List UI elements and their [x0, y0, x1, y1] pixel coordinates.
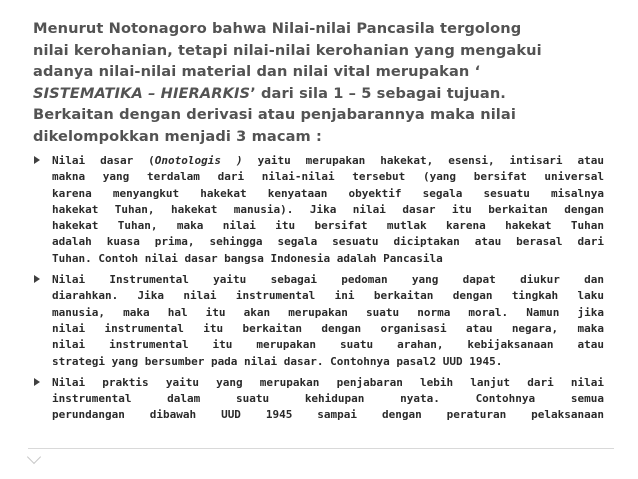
bullet-line: manusia, maka hal itu akan merupakan suatu norma moral. Namun jika	[52, 305, 604, 319]
bullet-italic-term: Onotologis )	[154, 154, 243, 167]
bullet-line: instrumental dalam suatu kehidupan nyata. Contohnya semua	[52, 392, 604, 406]
bullet-line-part: yaitu merupakan hakekat, esensi, intisari atau	[242, 154, 604, 167]
heading-line	[33, 83, 618, 105]
bullet-line: Nilai praktis yaitu yang merupakan penjabaran lebih lanjut dari nilai	[52, 375, 604, 389]
heading-line: Berkaitan dengan derivasi atau penjabarannya maka nilai	[33, 106, 516, 124]
bullet-list	[34, 153, 604, 426]
heading-line: adanya nilai-nilai material dan nilai vital merupakan ‘	[33, 63, 481, 81]
bullet-line: adalah kuasa prima, sehingga segala sesuatu diciptakan atau berasal dari	[52, 235, 604, 249]
bullet-item-nilai-instrumental	[34, 272, 604, 370]
bullet-line: makna yang terdalam dari nilai-nilai tersebut (yang bersifat universal	[52, 170, 604, 184]
bullet-line: nilai instrumental itu berkaitan dengan organisasi atau negara, maka	[52, 321, 604, 335]
bullet-text	[52, 272, 604, 370]
bullet-line: hakekat Tuhan, hakekat manusia). Jika nilai dasar itu berkaitan dengan	[52, 202, 604, 216]
heading-line: dikelompokkan menjadi 3 macam :	[33, 127, 322, 145]
heading-italic-term: SISTEMATIKA – HIERARKIS	[33, 84, 251, 102]
bullet-line-part: Nilai dasar (	[52, 154, 155, 167]
bullet-item-nilai-praktis	[34, 375, 604, 422]
bullet-line: strategi yang bersumber pada nilai dasar. Contohnya pasal2 UUD 1945.	[52, 354, 503, 368]
corner-chevron-icon	[27, 450, 41, 464]
heading-line: Menurut Notonagoro bahwa Nilai-nilai Pancasila tergolong	[33, 20, 522, 37]
heading-line-rest: ’ dari sila 1 – 5 sebagai tujuan.	[250, 84, 506, 102]
bullet-line: Nilai Instrumental yaitu sebagai pedoman yang dapat diukur dan	[52, 273, 604, 287]
bullet-text	[52, 375, 604, 422]
bullet-line: nilai instrumental itu merupakan suatu arahan, kebijaksanaan atau	[52, 338, 604, 352]
bullet-text	[52, 153, 604, 267]
bullet-line: perundangan dibawah UUD 1945 sampai dengan peraturan pelaksanaan	[52, 408, 604, 422]
bullet-arrow-icon	[34, 275, 40, 283]
heading-line: nilai kerohanian, tetapi nilai-nilai kerohanian yang mengakui	[33, 41, 542, 59]
bullet-arrow-icon	[34, 378, 40, 386]
bullet-line: Tuhan. Contoh nilai dasar bangsa Indonesia adalah Pancasila	[52, 251, 443, 265]
slide-heading	[33, 18, 618, 148]
slide-divider	[28, 448, 614, 449]
bullet-line	[52, 153, 604, 169]
bullet-line: hakekat Tuhan, maka nilai itu bersifat mutlak karena hakekat Tuhan	[52, 219, 604, 233]
bullet-line: karena menyangkut hakekat kenyataan obyektif segala sesuatu misalnya	[52, 186, 604, 200]
bullet-line: diarahkan. Jika nilai instrumental ini berkaitan dengan tingkah laku	[52, 289, 604, 303]
bullet-arrow-icon	[34, 156, 40, 164]
bullet-item-nilai-dasar	[34, 153, 604, 267]
